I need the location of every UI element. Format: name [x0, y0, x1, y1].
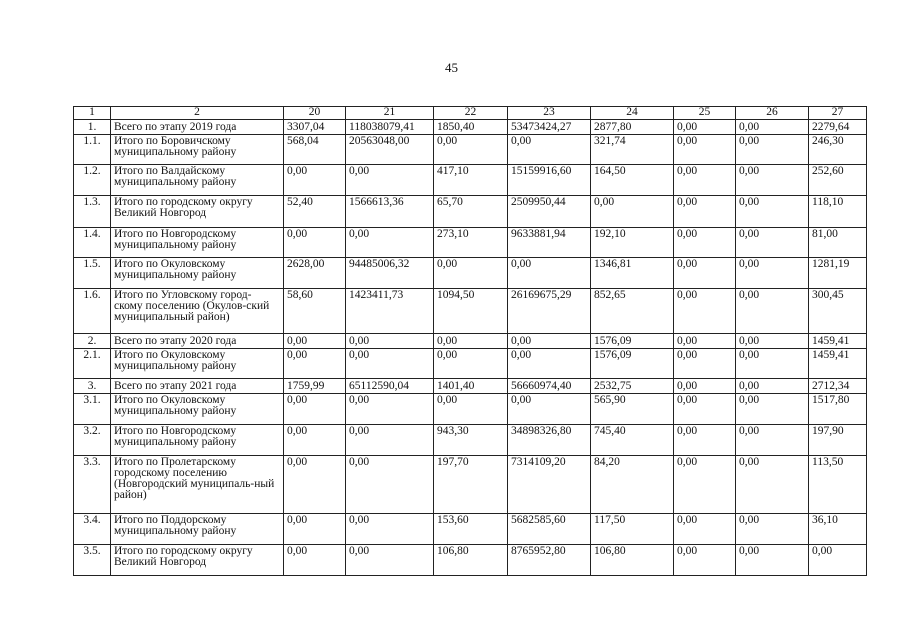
value-cell: 0,00	[674, 135, 736, 165]
value-cell: 65112590,04	[346, 379, 434, 394]
value-cell: 0,00	[346, 349, 434, 379]
value-cell: 0,00	[736, 289, 809, 334]
value-cell: 0,00	[434, 349, 508, 379]
value-cell: 2532,75	[591, 379, 674, 394]
header-cell: 1	[74, 107, 111, 120]
row-number-cell: 1.3.	[74, 196, 111, 228]
row-number-cell: 1.4.	[74, 228, 111, 258]
row-label-cell: Всего по этапу 2020 года	[111, 334, 284, 349]
row-label-cell: Всего по этапу 2019 года	[111, 120, 284, 135]
table-body	[74, 107, 867, 576]
value-cell: 1517,80	[809, 394, 867, 425]
row-label-cell: Итого по Окуловскому муниципальному району	[111, 349, 284, 379]
value-cell: 0,00	[434, 394, 508, 425]
value-cell: 0,00	[736, 456, 809, 514]
value-cell: 0,00	[736, 196, 809, 228]
value-cell: 1423411,73	[346, 289, 434, 334]
value-cell: 0,00	[736, 394, 809, 425]
value-cell: 321,74	[591, 135, 674, 165]
table-row	[74, 349, 867, 379]
value-cell: 81,00	[809, 228, 867, 258]
value-cell: 0,00	[591, 196, 674, 228]
value-cell: 15159916,60	[508, 165, 591, 196]
table-row	[74, 545, 867, 576]
value-cell: 0,00	[508, 394, 591, 425]
value-cell: 1576,09	[591, 349, 674, 379]
value-cell: 0,00	[346, 394, 434, 425]
row-number-cell: 3.5.	[74, 545, 111, 576]
row-number-cell: 2.	[74, 334, 111, 349]
table-row	[74, 228, 867, 258]
value-cell: 300,45	[809, 289, 867, 334]
value-cell: 2509950,44	[508, 196, 591, 228]
value-cell: 9633881,94	[508, 228, 591, 258]
header-cell: 21	[346, 107, 434, 120]
value-cell: 0,00	[736, 258, 809, 289]
value-cell: 7314109,20	[508, 456, 591, 514]
value-cell: 53473424,27	[508, 120, 591, 135]
value-cell: 197,90	[809, 425, 867, 456]
value-cell: 0,00	[284, 514, 346, 545]
table-row	[74, 258, 867, 289]
row-number-cell: 1.	[74, 120, 111, 135]
value-cell: 5682585,60	[508, 514, 591, 545]
value-cell: 58,60	[284, 289, 346, 334]
value-cell: 246,30	[809, 135, 867, 165]
value-cell: 0,00	[508, 349, 591, 379]
value-cell: 36,10	[809, 514, 867, 545]
table-row	[74, 456, 867, 514]
value-cell: 0,00	[346, 425, 434, 456]
row-number-cell: 3.1.	[74, 394, 111, 425]
table-header-row	[74, 107, 867, 120]
header-cell: 20	[284, 107, 346, 120]
value-cell: 52,40	[284, 196, 346, 228]
value-cell: 2628,00	[284, 258, 346, 289]
value-cell: 106,80	[434, 545, 508, 576]
row-number-cell: 1.2.	[74, 165, 111, 196]
table-row	[74, 165, 867, 196]
row-number-cell: 2.1.	[74, 349, 111, 379]
value-cell: 26169675,29	[508, 289, 591, 334]
value-cell: 0,00	[346, 334, 434, 349]
row-number-cell: 3.4.	[74, 514, 111, 545]
value-cell: 0,00	[284, 545, 346, 576]
value-cell: 20563048,00	[346, 135, 434, 165]
table-row	[74, 394, 867, 425]
table-row	[74, 379, 867, 394]
row-label-cell: Итого по Пролетарскому городскому поселению (Новгородский муниципаль-ный район)	[111, 456, 284, 514]
value-cell: 0,00	[674, 394, 736, 425]
value-cell: 1459,41	[809, 334, 867, 349]
header-cell: 25	[674, 107, 736, 120]
value-cell: 84,20	[591, 456, 674, 514]
value-cell: 2712,34	[809, 379, 867, 394]
value-cell: 1346,81	[591, 258, 674, 289]
table-row	[74, 289, 867, 334]
value-cell: 0,00	[346, 165, 434, 196]
value-cell: 2279,64	[809, 120, 867, 135]
value-cell: 0,00	[736, 228, 809, 258]
value-cell: 0,00	[434, 135, 508, 165]
value-cell: 0,00	[674, 514, 736, 545]
value-cell: 0,00	[508, 258, 591, 289]
value-cell: 1850,40	[434, 120, 508, 135]
value-cell: 0,00	[346, 456, 434, 514]
row-label-cell: Итого по Окуловскому муниципальному району	[111, 394, 284, 425]
value-cell: 0,00	[674, 456, 736, 514]
header-cell: 26	[736, 107, 809, 120]
value-cell: 745,40	[591, 425, 674, 456]
value-cell: 0,00	[736, 334, 809, 349]
page-number: 45	[445, 60, 458, 75]
value-cell: 1459,41	[809, 349, 867, 379]
value-cell: 252,60	[809, 165, 867, 196]
value-cell: 273,10	[434, 228, 508, 258]
value-cell: 0,00	[674, 545, 736, 576]
value-cell: 0,00	[674, 165, 736, 196]
value-cell: 106,80	[591, 545, 674, 576]
table-row	[74, 135, 867, 165]
value-cell: 0,00	[508, 135, 591, 165]
value-cell: 0,00	[674, 349, 736, 379]
value-cell: 0,00	[434, 258, 508, 289]
value-cell: 943,30	[434, 425, 508, 456]
value-cell: 417,10	[434, 165, 508, 196]
header-cell: 22	[434, 107, 508, 120]
table-row	[74, 196, 867, 228]
value-cell: 113,50	[809, 456, 867, 514]
row-number-cell: 1.5.	[74, 258, 111, 289]
value-cell: 94485006,32	[346, 258, 434, 289]
header-cell: 27	[809, 107, 867, 120]
value-cell: 0,00	[346, 545, 434, 576]
value-cell: 1576,09	[591, 334, 674, 349]
row-number-cell: 3.2.	[74, 425, 111, 456]
table-row	[74, 514, 867, 545]
value-cell: 568,04	[284, 135, 346, 165]
table-row	[74, 120, 867, 135]
header-cell: 24	[591, 107, 674, 120]
value-cell: 0,00	[736, 349, 809, 379]
row-label-cell: Итого по Валдайскому муниципальному району	[111, 165, 284, 196]
value-cell: 1094,50	[434, 289, 508, 334]
row-label-cell: Итого по городскому округу Великий Новгород	[111, 196, 284, 228]
value-cell: 0,00	[674, 334, 736, 349]
value-cell: 0,00	[508, 334, 591, 349]
row-label-cell: Итого по Новгородскому муниципальному району	[111, 228, 284, 258]
value-cell: 0,00	[674, 425, 736, 456]
table-row	[74, 334, 867, 349]
row-number-cell: 1.6.	[74, 289, 111, 334]
row-label-cell: Итого по городскому округу Великий Новгород	[111, 545, 284, 576]
value-cell: 0,00	[736, 165, 809, 196]
value-cell: 852,65	[591, 289, 674, 334]
value-cell: 0,00	[674, 289, 736, 334]
row-number-cell: 3.	[74, 379, 111, 394]
row-label-cell: Итого по Боровичскому муниципальному району	[111, 135, 284, 165]
value-cell: 0,00	[674, 228, 736, 258]
value-cell: 565,90	[591, 394, 674, 425]
value-cell: 3307,04	[284, 120, 346, 135]
report-table	[73, 106, 867, 576]
value-cell: 117,50	[591, 514, 674, 545]
value-cell: 0,00	[284, 228, 346, 258]
value-cell: 164,50	[591, 165, 674, 196]
table-row	[74, 425, 867, 456]
value-cell: 1281,19	[809, 258, 867, 289]
value-cell: 2877,80	[591, 120, 674, 135]
header-cell: 2	[111, 107, 284, 120]
value-cell: 0,00	[674, 120, 736, 135]
value-cell: 0,00	[674, 379, 736, 394]
value-cell: 65,70	[434, 196, 508, 228]
value-cell: 0,00	[674, 258, 736, 289]
header-cell: 23	[508, 107, 591, 120]
value-cell: 0,00	[284, 425, 346, 456]
value-cell: 1401,40	[434, 379, 508, 394]
value-cell: 153,60	[434, 514, 508, 545]
value-cell: 118,10	[809, 196, 867, 228]
value-cell: 0,00	[736, 135, 809, 165]
value-cell: 0,00	[736, 514, 809, 545]
value-cell: 56660974,40	[508, 379, 591, 394]
row-label-cell: Итого по Окуловскому муниципальному району	[111, 258, 284, 289]
value-cell: 0,00	[736, 379, 809, 394]
value-cell: 34898326,80	[508, 425, 591, 456]
value-cell: 118038079,41	[346, 120, 434, 135]
row-label-cell: Итого по Угловскому город-скому поселению (Окулов-ский муниципальный район)	[111, 289, 284, 334]
value-cell: 1566613,36	[346, 196, 434, 228]
value-cell: 197,70	[434, 456, 508, 514]
value-cell: 0,00	[674, 196, 736, 228]
value-cell: 0,00	[736, 545, 809, 576]
row-number-cell: 1.1.	[74, 135, 111, 165]
value-cell: 0,00	[346, 228, 434, 258]
value-cell: 192,10	[591, 228, 674, 258]
value-cell: 0,00	[809, 545, 867, 576]
row-label-cell: Итого по Новгородскому муниципальному району	[111, 425, 284, 456]
value-cell: 0,00	[346, 514, 434, 545]
value-cell: 0,00	[736, 425, 809, 456]
value-cell: 0,00	[284, 334, 346, 349]
value-cell: 0,00	[284, 394, 346, 425]
value-cell: 0,00	[284, 456, 346, 514]
row-number-cell: 3.3.	[74, 456, 111, 514]
value-cell: 0,00	[736, 120, 809, 135]
value-cell: 1759,99	[284, 379, 346, 394]
value-cell: 8765952,80	[508, 545, 591, 576]
value-cell: 0,00	[434, 334, 508, 349]
value-cell: 0,00	[284, 165, 346, 196]
row-label-cell: Итого по Поддорскому муниципальному району	[111, 514, 284, 545]
value-cell: 0,00	[284, 349, 346, 379]
row-label-cell: Всего по этапу 2021 года	[111, 379, 284, 394]
